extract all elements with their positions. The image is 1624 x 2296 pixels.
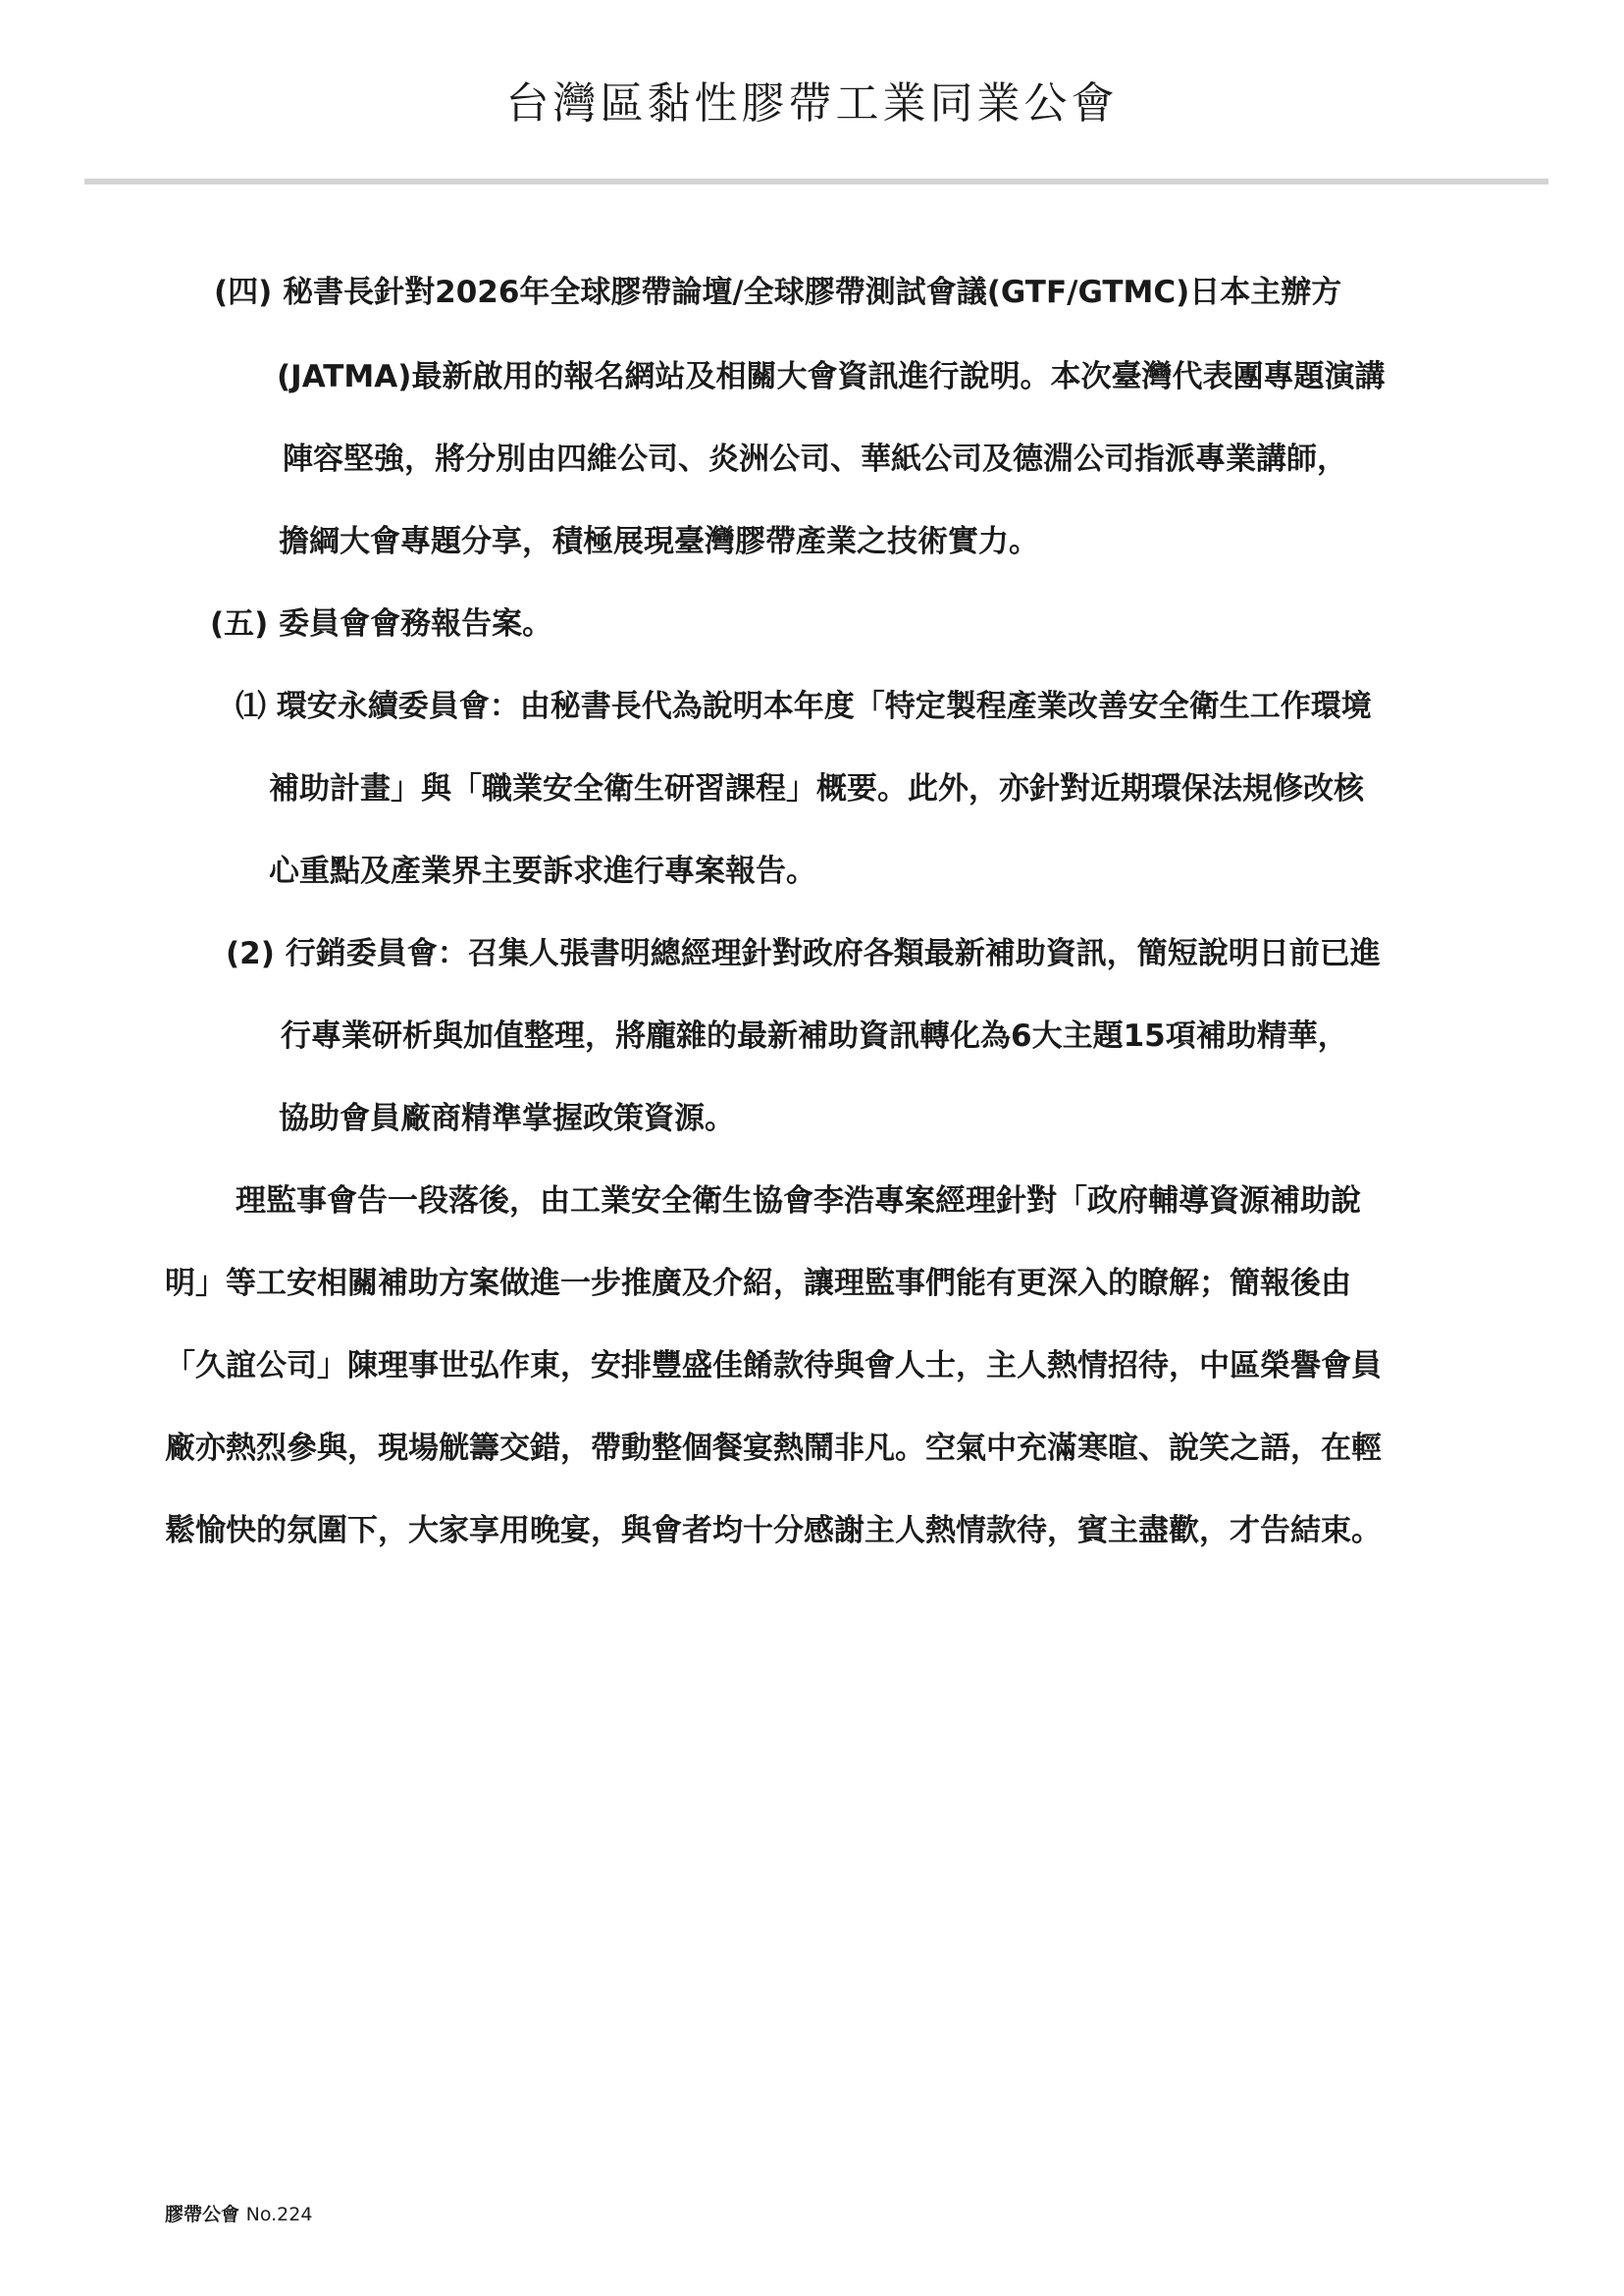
footer-publication-name: 膠帶公會	[165, 2204, 240, 2225]
page-header-title: 台灣區黏性膠帶工業同業公會	[505, 78, 1119, 129]
sub-item-two-line: 協助會員廠商精準掌握政策資源。	[279, 1101, 735, 1136]
footer-issue-number: No.224	[245, 2204, 313, 2225]
closing-line: 鬆愉快的氛圍下，大家享用晚宴，與會者均十分感謝主人熱情款待，賓主盡歡，才告結束。	[165, 1513, 1382, 1548]
page-footer	[165, 2202, 312, 2227]
item-four-line: 擔綱大會專題分享，積極展現臺灣膠帶產業之技術實力。	[279, 524, 1039, 559]
item-four-line: (JATMA)最新啟用的報名網站及相關大會資訊進行說明。本次臺灣代表團專題演講	[277, 359, 1386, 394]
item-four-line: (四) 秘書長針對2026年全球膠帶論壇/全球膠帶測試會議(GTF/GTMC)日本主辦方	[214, 275, 1342, 310]
sub-item-two-line: (2) 行銷委員會：召集人張書明總經理針對政府各類最新補助資訊，簡短說明日前已進	[226, 936, 1381, 971]
sub-item-two-line: 行專業研析與加值整理，將龐雜的最新補助資訊轉化為6大主題15項補助精華，	[281, 1018, 1348, 1054]
item-five-heading: (五) 委員會會務報告案。	[210, 606, 553, 642]
closing-line: 明」等工安相關補助方案做進一步推廣及介紹，讓理監事們能有更深入的瞭解；簡報後由	[165, 1266, 1351, 1301]
closing-line: 廠亦熱烈參與，現場觥籌交錯，帶動整個餐宴熱鬧非凡。空氣中充滿寒暄、說笑之語，在輕	[165, 1431, 1382, 1466]
sub-item-one-line: 補助計畫」與「職業安全衛生研習課程」概要。此外，亦針對近期環保法規修改核	[269, 771, 1364, 807]
closing-line: 理監事會告一段落後，由工業安全衛生協會李浩專案經理針對「政府輔導資源補助說	[236, 1183, 1361, 1219]
header-divider	[84, 179, 1548, 184]
item-four-line: 陣容堅強，將分別由四維公司、炎洲公司、華紙公司及德淵公司指派專業講師，	[283, 442, 1347, 477]
sub-item-one-line: 心重點及產業界主要訴求進行專案報告。	[269, 854, 816, 889]
closing-line: 「久誼公司」陳理事世弘作東，安排豐盛佳餚款待與會人士，主人熱情招待，中區榮譽會員	[165, 1348, 1382, 1383]
sub-item-one-line: ⑴ 環安永續委員會：由秘書長代為說明本年度「特定製程產業改善安全衛生工作環境	[236, 689, 1372, 724]
